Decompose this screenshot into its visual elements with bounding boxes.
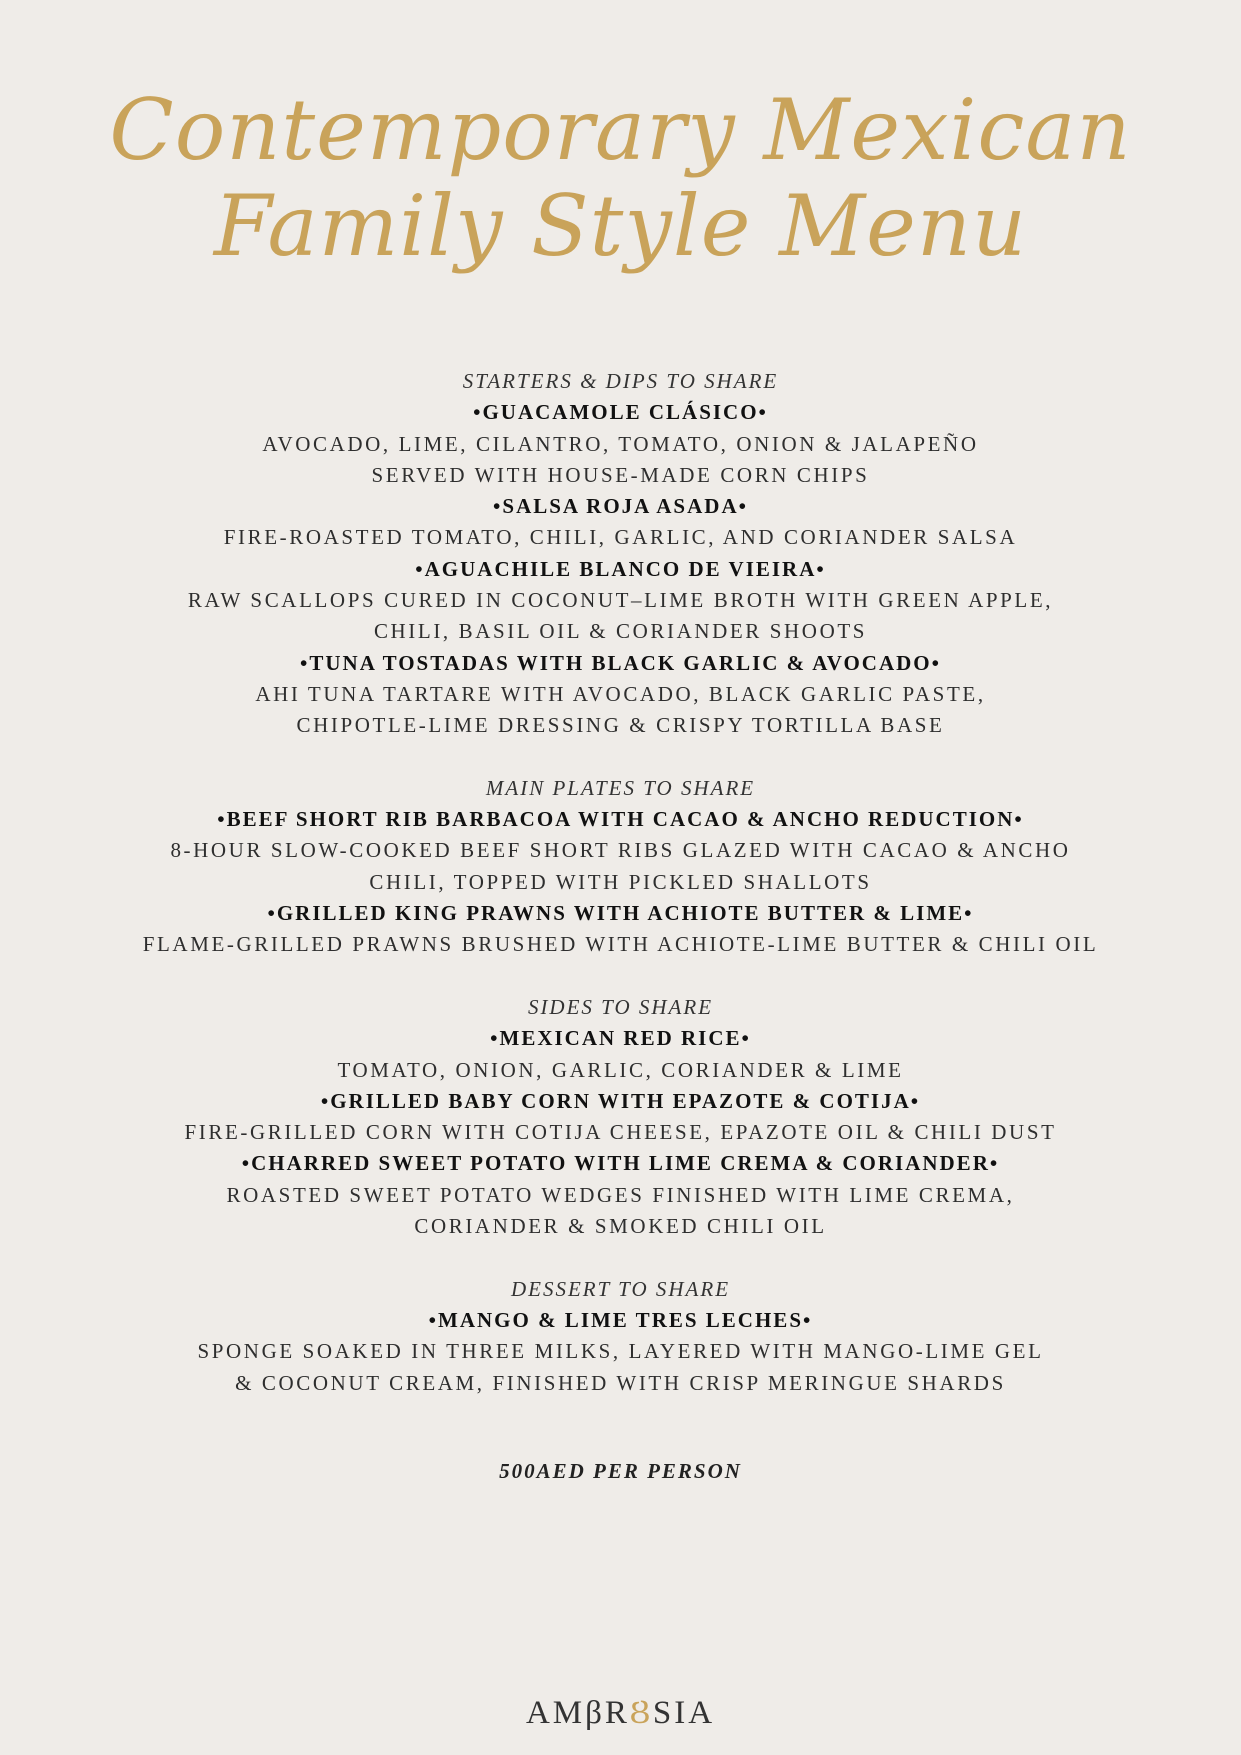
dish-description: FIRE-GRILLED CORN WITH COTIJA CHEESE, EPAZOTE OIL & CHILI DUST <box>184 1120 1057 1145</box>
dish-name: •GRILLED BABY CORN WITH EPAZOTE & COTIJA• <box>320 1088 921 1113</box>
dish-description: AVOCADO, LIME, CILANTRO, TOMATO, ONION & JALAPEÑO <box>262 431 979 456</box>
dish-description: CHILI, BASIL OIL & CORIANDER SHOOTS <box>373 619 868 644</box>
dish-description: TOMATO, ONION, GARLIC, CORIANDER & LIME <box>337 1057 904 1082</box>
section-heading: DESSERT TO SHARE <box>510 1276 731 1301</box>
menu-title <box>0 82 1241 274</box>
dish-description: CHILI, TOPPED WITH PICKLED SHALLOTS <box>369 869 872 894</box>
menu-body <box>60 366 1181 1399</box>
section-spacer <box>60 961 1181 992</box>
section-spacer <box>60 1242 1181 1273</box>
menu-title-line-1: Contemporary Mexican <box>109 81 1132 179</box>
section-heading: STARTERS & DIPS TO SHARE <box>462 369 779 393</box>
price-per-person: 500AED PER PERSON <box>499 1459 742 1483</box>
dish-description: SERVED WITH HOUSE-MADE CORN CHIPS <box>371 462 870 487</box>
dish-description: ROASTED SWEET POTATO WEDGES FINISHED WITH LIME CREMA, <box>226 1182 1015 1207</box>
dish-name: •GUACAMOLE CLÁSICO• <box>473 400 768 425</box>
dish-name: •BEEF SHORT RIB BARBACOA WITH CACAO & ANCHO REDUCTION• <box>217 807 1024 832</box>
section-heading: MAIN PLATES TO SHARE <box>485 775 756 800</box>
brand-logo <box>0 1695 1241 1732</box>
dish-description: FIRE-ROASTED TOMATO, CHILI, GARLIC, AND CORIANDER SALSA <box>223 525 1018 550</box>
dish-description: RAW SCALLOPS CURED IN COCONUT–LIME BROTH WITH GREEN APPLE, <box>187 588 1054 613</box>
dish-description: CHIPOTLE-LIME DRESSING & CRISPY TORTILLA BASE <box>296 713 945 738</box>
menu-title-line-2: Family Style Menu <box>213 177 1028 275</box>
brand-logo-text-start: AMβR <box>525 1695 630 1731</box>
brand-logo-text-end: SIA <box>652 1695 716 1731</box>
dish-description: & COCONUT CREAM, FINISHED WITH CRISP MERINGUE SHARDS <box>235 1370 1006 1395</box>
dish-description: FLAME-GRILLED PRAWNS BRUSHED WITH ACHIOTE-LIME BUTTER & CHILI OIL <box>142 932 1099 957</box>
dish-description: CORIANDER & SMOKED CHILI OIL <box>414 1214 827 1239</box>
section-spacer <box>60 742 1181 773</box>
dish-name: •AGUACHILE BLANCO DE VIEIRA• <box>415 556 826 581</box>
dish-name: •CHARRED SWEET POTATO WITH LIME CREMA & CORIANDER• <box>241 1151 1000 1176</box>
dish-name: •MEXICAN RED RICE• <box>490 1026 751 1051</box>
dish-description: SPONGE SOAKED IN THREE MILKS, LAYERED WITH MANGO-LIME GEL <box>197 1339 1044 1364</box>
dish-name: •GRILLED KING PRAWNS WITH ACHIOTE BUTTER & LIME• <box>267 901 974 926</box>
dish-description: 8-HOUR SLOW-COOKED BEEF SHORT RIBS GLAZED WITH CACAO & ANCHO <box>170 838 1071 863</box>
dish-name: •SALSA ROJA ASADA• <box>493 494 748 519</box>
dish-name: •TUNA TOSTADAS WITH BLACK GARLIC & AVOCADO• <box>300 650 941 675</box>
section-heading: SIDES TO SHARE <box>527 994 714 1019</box>
brand-logo-accent: Ȣ <box>629 1695 653 1731</box>
dish-description: AHI TUNA TARTARE WITH AVOCADO, BLACK GARLIC PASTE, <box>255 681 986 706</box>
dish-name: •MANGO & LIME TRES LECHES• <box>428 1307 813 1332</box>
